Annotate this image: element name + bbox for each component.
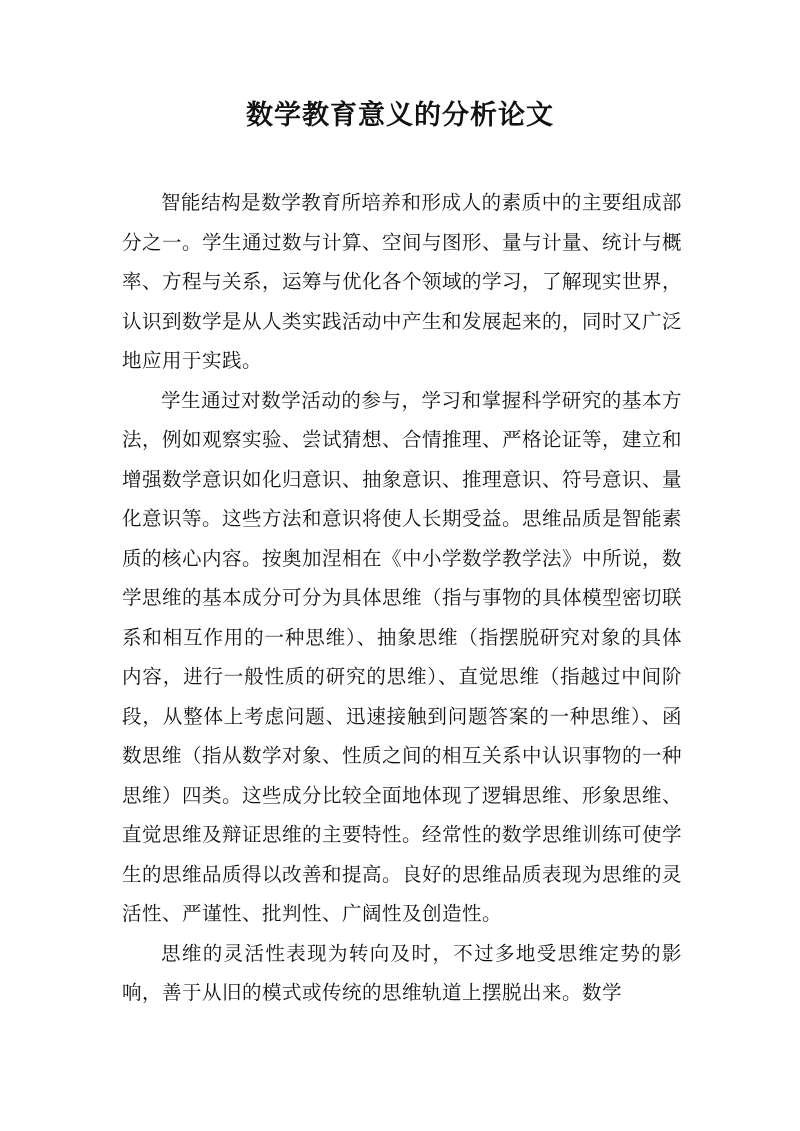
document-body [122,183,682,1013]
paragraph-1: 智能结构是数学教育所培养和形成人的素质中的主要组成部分之一。学生通过数与计算、空间与图形、量与计量、统计与概率、方程与关系，运筹与优化各个领域的学习，了解现实世界，认识到数学是从人类实践活动中产生和发展起来的，同时又广泛地应用于实践。 [122,191,683,372]
document-title: 数学教育意义的分析论文 [246,100,554,131]
paragraph-3: 思维的灵活性表现为转向及时，不过多地受思维定势的影响，善于从旧的模式或传统的思维轨道上摆脱出来。数学 [122,941,682,1004]
paragraph-2: 学生通过对数学活动的参与，学习和掌握科学研究的基本方法，例如观察实验、尝试猜想、合情推理、严格论证等，建立和增强数学意识如化归意识、抽象意识、推理意识、符号意识、量化意识等。这些方法和意识将使人长期受益。思维品质是智能素质的核心内容。按奥加涅相在《中小学数学教学法》中所说，数学思维的基本成分可分为具体思维（指与事物的具体模型密切联系和相互作用的一种思维）、抽象思维（指摆脱研究对象的具体内容，进行一般性质的研究的思维）、直觉思维（指越过中间阶段，从整体上考虑问题、迅速接触到问题答案的一种思维）、函数思维（指从数学对象、性质之间的相互关系中认识事物的一种思维）四类。这些成分比较全面地体现了逻辑思维、形象思维、直觉思维及辩证思维的主要特性。经常性的数学思维训练可使学生的思维品质得以改善和提高。良好的思维品质表现为思维的灵活性、严谨性、批判性、广阔性及创造性。 [122,388,683,925]
